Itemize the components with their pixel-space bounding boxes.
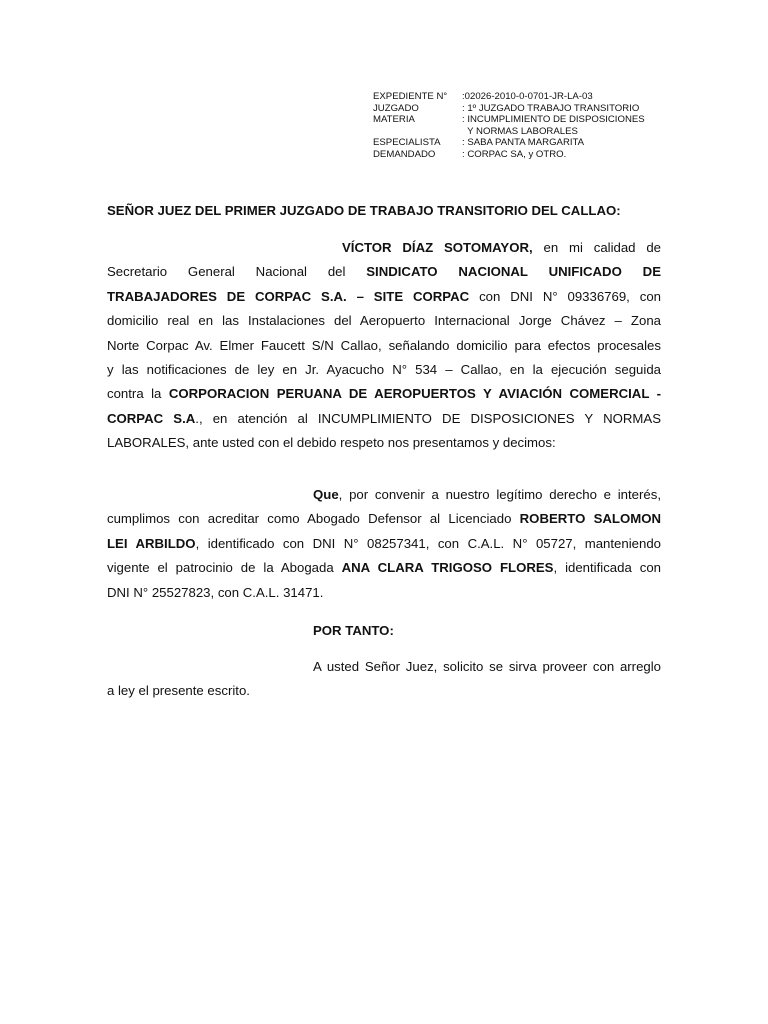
demandado-label: DEMANDADO: [373, 148, 436, 160]
lawyer2-name: ANA CLARA TRIGOSO FLORES: [341, 560, 554, 576]
especialista-label: ESPECIALISTA: [373, 137, 441, 149]
header-materia: [373, 114, 645, 126]
text-line: [107, 382, 661, 406]
text-span: cumplimos con acreditar como Abogado Defensor al Licenciado: [107, 511, 520, 527]
court-title: SEÑOR JUEZ DEL PRIMER JUZGADO DE TRABAJO TRANSITORIO DEL CALLAO:: [107, 203, 621, 218]
text-span: ., en atención al INCUMPLIMIENTO DE DISPOSICIONES Y NORMAS: [195, 410, 661, 426]
text-line: domicilio real en las Instalaciones del Aeropuerto Internacional Jorge Chávez – Zona: [107, 313, 661, 329]
text-span: , identificada con: [553, 560, 661, 576]
header-materia-cont: [373, 126, 645, 138]
header-expediente: [373, 91, 645, 103]
text-line: [107, 532, 661, 556]
text-line: A usted Señor Juez, solicito se sirva proveer con arreglo: [313, 659, 661, 674]
header-especialista: [373, 137, 645, 149]
paragraph-lawyer: [107, 483, 661, 605]
defendant-name: CORPORACION PERUANA DE AEROPUERTOS Y AVIACIÓN COMERCIAL -: [168, 386, 661, 402]
lawyer-name: ROBERTO SALOMON: [519, 511, 661, 527]
text-line: a ley el presente escrito.: [107, 683, 250, 699]
paragraph-request: [107, 655, 661, 704]
text-span: en mi calidad de: [532, 240, 662, 255]
paragraph-presentation: [107, 236, 661, 456]
union-name-cont: TRABAJADORES DE CORPAC S.A. – SITE CORPAC: [107, 288, 470, 304]
text-span: , identificado con DNI N° 08257341, con C.A.L. N° 05727, manteniendo: [195, 535, 661, 551]
text-line: [107, 285, 661, 309]
expediente-value: :02026-2010-0-0701-JR-LA-03: [462, 91, 593, 102]
materia-label: MATERIA: [373, 114, 415, 126]
text-line: Norte Corpac Av. Elmer Faucett S/N Callao, señalando domicilio para efectos procesales: [107, 337, 661, 353]
defendant-name-cont: CORPAC S.A: [107, 410, 196, 426]
text-line: [107, 407, 661, 431]
juzgado-value: : 1º JUZGADO TRABAJO TRANSITORIO: [462, 102, 640, 114]
header-juzgado: [373, 103, 645, 115]
materia-value-continued: Y NORMAS LABORALES: [462, 125, 578, 137]
text-line: [107, 260, 661, 284]
que-keyword: Que: [313, 487, 339, 502]
text-line: [107, 236, 661, 260]
plaintiff-name: VÍCTOR DÍAZ SOTOMAYOR,: [342, 240, 533, 255]
text-span: contra la: [107, 386, 169, 402]
juzgado-label: JUZGADO: [373, 102, 419, 114]
materia-value: : INCUMPLIMIENTO DE DISPOSICIONES: [462, 114, 645, 126]
header-demandado: [373, 149, 645, 161]
text-span: Secretario General Nacional del: [107, 264, 367, 280]
text-line: DNI N° 25527823, con C.A.L. 31471.: [107, 584, 324, 600]
demandado-value: : CORPAC SA, y OTRO.: [462, 148, 567, 160]
text-line: LABORALES, ante usted con el debido respeto nos presentamos y decimos:: [107, 435, 556, 451]
expediente-label: EXPEDIENTE N°: [373, 91, 448, 102]
text-line: [107, 556, 661, 580]
case-header: [373, 91, 645, 161]
por-tanto-heading: POR TANTO:: [313, 623, 394, 638]
text-span: , por convenir a nuestro legítimo derecho e interés,: [338, 487, 661, 502]
text-span: vigente el patrocinio de la Abogada: [107, 560, 342, 576]
especialista-value: : SABA PANTA MARGARITA: [462, 137, 585, 149]
text-line: y las notificaciones de ley en Jr. Ayacucho N° 534 – Callao, en la ejecución seguida: [107, 362, 661, 378]
lawyer-name-cont: LEI ARBILDO: [107, 535, 196, 551]
text-line: [107, 507, 661, 531]
union-name: SINDICATO NACIONAL UNIFICADO DE: [366, 264, 661, 280]
text-line: [107, 483, 661, 507]
text-span: con DNI N° 09336769, con: [469, 288, 661, 304]
